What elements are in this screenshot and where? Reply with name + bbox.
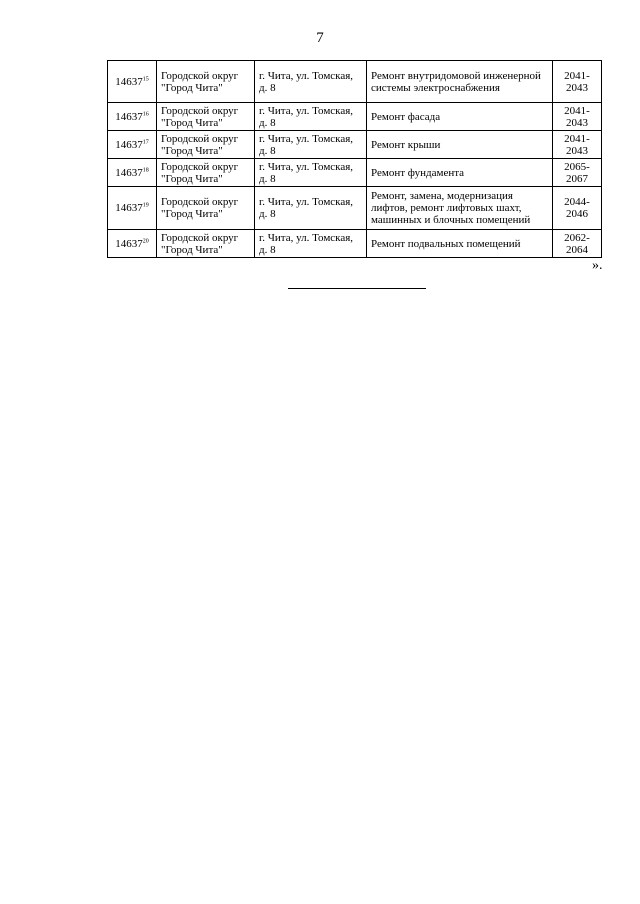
row-number: 14637$^{15}$	[108, 61, 157, 103]
years-cell: 2065-2067	[553, 159, 602, 187]
row-number: 14637$^{19}$	[108, 187, 157, 230]
address-cell: г. Чита, ул. Томская, д. 8	[255, 131, 367, 159]
separator-line	[288, 288, 426, 289]
work-type-cell: Ремонт фасада	[367, 103, 553, 131]
row-number-superscript: 18	[142, 166, 149, 173]
address-cell: г. Чита, ул. Томская, д. 8	[255, 103, 367, 131]
closing-quote: ».	[592, 258, 603, 273]
municipality-cell: Городской округ "Город Чита"	[157, 159, 255, 187]
row-number-superscript: 17	[142, 138, 149, 145]
work-type-cell: Ремонт фундамента	[367, 159, 553, 187]
page-number: 7	[316, 30, 324, 46]
work-type-cell: Ремонт, замена, модернизация лифтов, ремонт лифтовых шахт, машинных и блочных помещений	[367, 187, 553, 230]
table-row	[108, 61, 602, 103]
table-row	[108, 103, 602, 131]
municipality-cell: Городской округ "Город Чита"	[157, 187, 255, 230]
years-cell: 2041-2043	[553, 103, 602, 131]
address-cell: г. Чита, ул. Томская, д. 8	[255, 187, 367, 230]
row-number: 14637$^{16}$	[108, 103, 157, 131]
municipality-cell: Городской округ "Город Чита"	[157, 61, 255, 103]
row-number-superscript: 15	[142, 75, 149, 82]
row-number-superscript: 19	[142, 202, 149, 209]
table-row	[108, 159, 602, 187]
work-type-cell: Ремонт внутридомовой инженерной системы электроснабжения	[367, 61, 553, 103]
municipality-cell: Городской округ "Город Чита"	[157, 230, 255, 258]
row-number: 14637$^{17}$	[108, 131, 157, 159]
table-row	[108, 187, 602, 230]
work-type-cell: Ремонт крыши	[367, 131, 553, 159]
address-cell: г. Чита, ул. Томская, д. 8	[255, 159, 367, 187]
row-number-superscript: 20	[142, 237, 149, 244]
row-number-superscript: 16	[142, 110, 149, 117]
row-number: 14637$^{20}$	[108, 230, 157, 258]
years-cell: 2041-2043	[553, 61, 602, 103]
years-cell: 2041-2043	[553, 131, 602, 159]
municipality-cell: Городской округ "Город Чита"	[157, 131, 255, 159]
address-cell: г. Чита, ул. Томская, д. 8	[255, 61, 367, 103]
table-row	[108, 230, 602, 258]
years-cell: 2044-2046	[553, 187, 602, 230]
table-row	[108, 131, 602, 159]
years-cell: 2062-2064	[553, 230, 602, 258]
address-cell: г. Чита, ул. Томская, д. 8	[255, 230, 367, 258]
row-number: 14637$^{18}$	[108, 159, 157, 187]
municipality-cell: Городской округ "Город Чита"	[157, 103, 255, 131]
repair-schedule-table	[107, 60, 602, 258]
work-type-cell: Ремонт подвальных помещений	[367, 230, 553, 258]
